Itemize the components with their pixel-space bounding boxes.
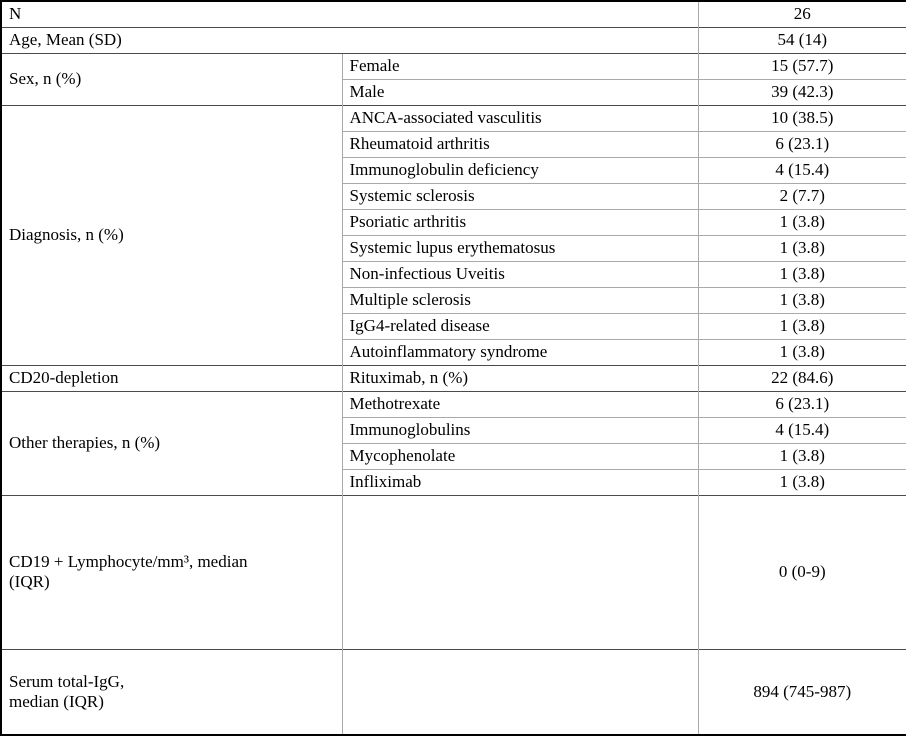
row-value: 39 (42.3) <box>698 79 906 105</box>
row-sub: Systemic lupus erythematosus <box>342 235 698 261</box>
row-sub: Non-infectious Uveitis <box>342 261 698 287</box>
row-sub: Multiple sclerosis <box>342 287 698 313</box>
row-sub: Rheumatoid arthritis <box>342 131 698 157</box>
row-value: 894 (745-987) <box>698 649 906 735</box>
row-sub: Autoinflammatory syndrome <box>342 339 698 365</box>
row-value: 0 (0-9) <box>698 495 906 649</box>
table-row-serum-igg <box>1 649 906 735</box>
row-label: Sex, n (%) <box>1 53 342 105</box>
row-value: 54 (14) <box>698 27 906 53</box>
row-sub: Mycophenolate <box>342 443 698 469</box>
row-value: 10 (38.5) <box>698 105 906 131</box>
table-row-other-1 <box>1 391 906 417</box>
row-value: 4 (15.4) <box>698 417 906 443</box>
row-value: 4 (15.4) <box>698 157 906 183</box>
row-sub: Immunoglobulins <box>342 417 698 443</box>
table-row-n <box>1 1 906 27</box>
row-sub: Immunoglobulin deficiency <box>342 157 698 183</box>
row-sub: Systemic sclerosis <box>342 183 698 209</box>
row-value: 1 (3.8) <box>698 469 906 495</box>
row-label: N <box>1 1 698 27</box>
row-sub: ANCA-associated vasculitis <box>342 105 698 131</box>
row-sub: IgG4-related disease <box>342 313 698 339</box>
row-sub: Methotrexate <box>342 391 698 417</box>
row-label: Age, Mean (SD) <box>1 27 698 53</box>
row-value: 6 (23.1) <box>698 391 906 417</box>
row-label: CD19 + Lymphocyte/mm³, median (IQR) <box>1 495 342 649</box>
row-sub-empty <box>342 649 698 735</box>
row-sub-empty <box>342 495 698 649</box>
row-value: 1 (3.8) <box>698 235 906 261</box>
row-label: Serum total-IgG, median (IQR) <box>1 649 342 735</box>
row-value: 2 (7.7) <box>698 183 906 209</box>
table-row-cd19 <box>1 495 906 649</box>
row-sub: Infliximab <box>342 469 698 495</box>
row-sub: Female <box>342 53 698 79</box>
row-label: Other therapies, n (%) <box>1 391 342 495</box>
table-row-age <box>1 27 906 53</box>
table-row-diagnosis-1 <box>1 105 906 131</box>
row-sub: Male <box>342 79 698 105</box>
row-value: 1 (3.8) <box>698 313 906 339</box>
row-value: 1 (3.8) <box>698 339 906 365</box>
row-label: CD20-depletion <box>1 365 342 391</box>
row-value: 1 (3.8) <box>698 209 906 235</box>
row-value: 1 (3.8) <box>698 261 906 287</box>
row-sub: Rituximab, n (%) <box>342 365 698 391</box>
row-label: Diagnosis, n (%) <box>1 105 342 365</box>
row-value: 15 (57.7) <box>698 53 906 79</box>
row-value: 6 (23.1) <box>698 131 906 157</box>
table-row-cd20 <box>1 365 906 391</box>
table-row-sex-female <box>1 53 906 79</box>
row-sub: Psoriatic arthritis <box>342 209 698 235</box>
row-value: 26 <box>698 1 906 27</box>
row-value: 22 (84.6) <box>698 365 906 391</box>
row-value: 1 (3.8) <box>698 443 906 469</box>
row-value: 1 (3.8) <box>698 287 906 313</box>
